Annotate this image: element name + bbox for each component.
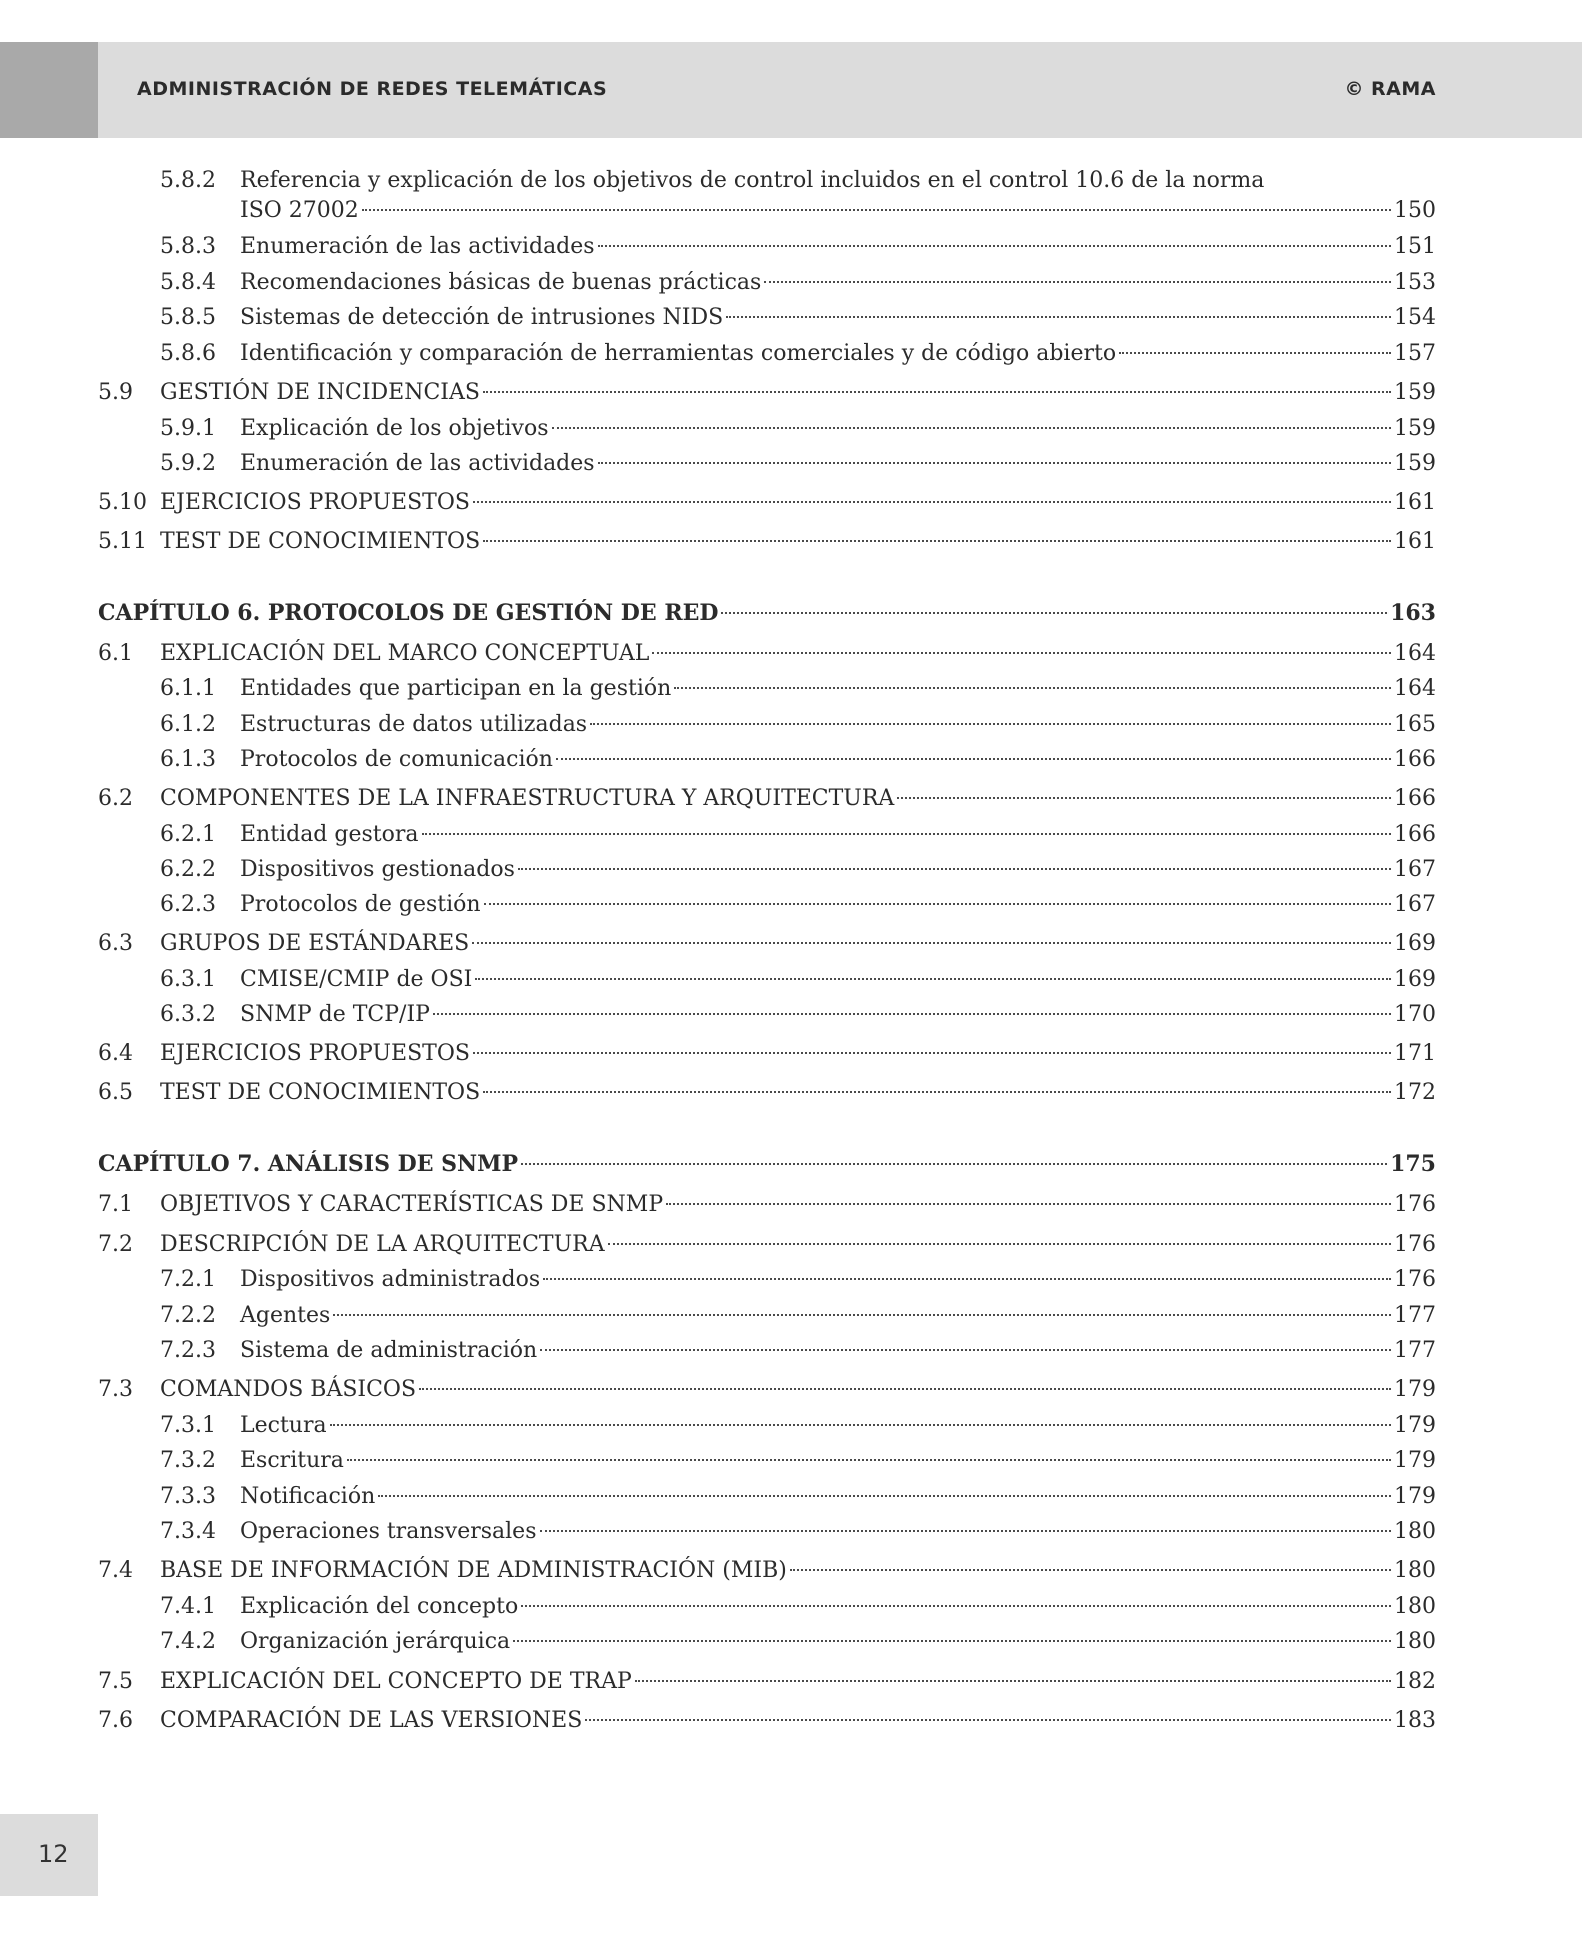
toc-leader-dots [552,427,1392,429]
toc-entry [98,929,1436,959]
toc-entry-title: Referencia y explicación de los objetivos de control incluidos en el control 10.6 de la norma [240,168,1265,193]
toc-entry-number: 6.2.3 [160,892,216,917]
toc-entry-title: Organización jerárquica [240,1629,511,1654]
toc-page-number: 157 [1394,341,1436,366]
running-header-publisher: © RAMA [1344,78,1436,100]
toc-entry [98,1375,1436,1405]
toc-entry-title: SNMP de TCP/IP [240,1002,430,1027]
toc-page-number: 170 [1394,1002,1436,1027]
toc-page-number: 179 [1394,1484,1436,1509]
toc-page-number: 177 [1394,1303,1436,1328]
toc-entry [160,1517,1436,1547]
toc-entry-title: TEST DE CONOCIMIENTOS [160,529,481,554]
toc-leader-dots [897,797,1391,799]
toc-entry [160,745,1436,775]
toc-page-number: 165 [1394,712,1436,737]
toc-entry-number: 7.3.1 [160,1413,216,1438]
toc-entry-title: DESCRIPCIÓN DE LA ARQUITECTURA [160,1232,605,1257]
toc-entry [160,674,1436,704]
toc-leader-dots [674,687,1391,689]
toc-page-number: 176 [1394,1232,1436,1257]
toc-entry [160,820,1436,850]
toc-page-number: 151 [1394,234,1436,259]
toc-entry-number: 6.4 [98,1041,133,1066]
toc-page-number: 172 [1394,1080,1436,1105]
toc-page-number: 169 [1394,967,1436,992]
toc-leader-dots [540,1349,1391,1351]
toc-entry-number: 7.2.2 [160,1303,216,1328]
toc-page-number: 183 [1394,1708,1436,1733]
toc-entry-title: Dispositivos administrados [240,1267,541,1292]
toc-page-number: 153 [1394,270,1436,295]
toc-page-number: 150 [1394,198,1436,223]
toc-entry-title-continued: ISO 27002 [240,198,359,223]
toc-entry-number: 7.3.4 [160,1519,216,1544]
toc-entry [160,268,1436,298]
toc-entry [98,1667,1436,1697]
toc-entry-title: COMPONENTES DE LA INFRAESTRUCTURA Y ARQUITECTURA [160,786,895,811]
toc-entry [160,303,1436,333]
toc-page-number: 180 [1394,1558,1436,1583]
toc-entry [98,639,1436,669]
toc-leader-dots [333,1314,1391,1316]
toc-page-number: 166 [1394,822,1436,847]
toc-leader-dots [483,540,1391,542]
toc-page-number: 167 [1394,892,1436,917]
toc-leader-dots [419,1388,1391,1390]
toc-page-number: 159 [1394,416,1436,441]
toc-entry-title: Sistema de administración [240,1338,538,1363]
toc-leader-dots [378,1495,1391,1497]
toc-leader-dots [598,462,1391,464]
toc-page-number: 166 [1394,747,1436,772]
toc-entry [160,1592,1436,1622]
toc-leader-dots [521,1605,1391,1607]
toc-page-number: 175 [1390,1151,1436,1177]
toc-entry-number: 5.10 [98,490,147,515]
toc-page-number: 180 [1394,1519,1436,1544]
toc-leader-dots [721,612,1387,614]
toc-entry [98,378,1436,408]
toc-entry [160,965,1436,995]
toc-entry-title: Entidad gestora [240,822,419,847]
toc-entry [160,1446,1436,1476]
toc-entry [98,784,1436,814]
toc-entry-title: Estructuras de datos utilizadas [240,712,588,737]
toc-leader-dots [790,1569,1391,1571]
toc-leader-dots [473,501,1391,503]
toc-entry-title: EXPLICACIÓN DEL MARCO CONCEPTUAL [160,641,650,666]
toc-leader-dots [518,868,1391,870]
toc-leader-dots [483,391,1391,393]
toc-entry-title: CMISE/CMIP de OSI [240,967,473,992]
toc-page-number: 180 [1394,1629,1436,1654]
toc-page-number: 159 [1394,451,1436,476]
toc-entry-title: Protocolos de gestión [240,892,481,917]
toc-page-number: 177 [1394,1338,1436,1363]
toc-entry [160,1000,1436,1030]
toc-leader-dots [556,758,1391,760]
toc-entry [160,414,1436,444]
toc-chapter-title: CAPÍTULO 7. ANÁLISIS DE SNMP [98,1151,519,1177]
toc-entry-title: OBJETIVOS Y CARACTERÍSTICAS DE SNMP [160,1192,664,1217]
toc-page-number: 159 [1394,380,1436,405]
toc-entry-title: GRUPOS DE ESTÁNDARES [160,931,470,956]
toc-entry-number: 6.3.2 [160,1002,216,1027]
toc-entry-number: 7.2.1 [160,1267,216,1292]
toc-entry-title: Dispositivos gestionados [240,857,515,882]
toc-page-number: 164 [1394,676,1436,701]
toc-entry-number: 6.1.2 [160,712,216,737]
toc-entry-number: 6.1.1 [160,676,216,701]
toc-entry-number: 7.4.1 [160,1594,216,1619]
toc-entry-number: 7.2 [98,1232,133,1257]
toc-page-number: 176 [1394,1267,1436,1292]
toc-entry-first-line [160,166,1436,196]
toc-entry-title: COMANDOS BÁSICOS [160,1377,417,1402]
toc-leader-dots [521,1163,1387,1165]
toc-entry [98,1078,1436,1108]
toc-page-number: 166 [1394,786,1436,811]
toc-leader-dots [483,1091,1391,1093]
toc-entry [160,1265,1436,1295]
header-tab-block [0,42,98,138]
toc-leader-dots [764,281,1391,283]
toc-entry-number: 5.8.5 [160,305,216,330]
toc-entry-title: EXPLICACIÓN DEL CONCEPTO DE TRAP [160,1669,632,1694]
toc-page-number: 179 [1394,1448,1436,1473]
page-number: 12 [38,1840,69,1868]
toc-entry-number: 6.1 [98,641,133,666]
toc-entry-title: Notificación [240,1484,376,1509]
toc-entry-number: 6.2.2 [160,857,216,882]
toc-chapter-entry [98,598,1436,628]
toc-leader-dots [598,245,1391,247]
toc-entry-title: GESTIÓN DE INCIDENCIAS [160,380,480,405]
toc-leader-dots [484,903,1391,905]
toc-leader-dots [475,978,1391,980]
toc-entry-number: 7.1 [98,1192,133,1217]
toc-entry-title: Lectura [240,1413,327,1438]
toc-entry-title: Entidades que participan en la gestión [240,676,672,701]
toc-entry-number: 5.8.4 [160,270,216,295]
toc-entry-number: 5.8.2 [160,168,216,193]
toc-entry-title: EJERCICIOS PROPUESTOS [160,490,470,515]
toc-page-number: 182 [1394,1669,1436,1694]
toc-entry-number: 7.6 [98,1708,133,1733]
toc-entry-title: Recomendaciones básicas de buenas prácticas [240,270,762,295]
toc-chapter-entry [98,1149,1436,1179]
toc-entry-number: 5.9.1 [160,416,216,441]
toc-entry-number: 6.3.1 [160,967,216,992]
toc-entry-number: 7.3.2 [160,1448,216,1473]
toc-entry-title: Operaciones transversales [240,1519,537,1544]
toc-entry [98,1556,1436,1586]
toc-page-number: 169 [1394,931,1436,956]
toc-page-number: 179 [1394,1377,1436,1402]
toc-entry [160,1336,1436,1366]
running-header-title: ADMINISTRACIÓN DE REDES TELEMÁTICAS [137,78,608,100]
toc-entry-title: Enumeración de las actividades [240,234,595,259]
toc-entry [160,1411,1436,1441]
toc-entry [160,232,1436,262]
toc-entry-number: 7.5 [98,1669,133,1694]
toc-leader-dots [330,1424,1391,1426]
toc-entry [160,890,1436,920]
toc-entry [160,1482,1436,1512]
toc-leader-dots [666,1203,1391,1205]
toc-entry-title: Protocolos de comunicación [240,747,553,772]
toc-entry-number: 6.3 [98,931,133,956]
toc-entry [160,1301,1436,1331]
toc-leader-dots [472,942,1391,944]
toc-entry [98,527,1436,557]
toc-leader-dots [543,1278,1391,1280]
toc-leader-dots [513,1640,1391,1642]
toc-leader-dots [422,833,1392,835]
toc-leader-dots [473,1052,1391,1054]
toc-entry-number: 6.2 [98,786,133,811]
toc-entry-title: Explicación del concepto [240,1594,519,1619]
toc-leader-dots [608,1243,1391,1245]
toc-entry-number: 7.4.2 [160,1629,216,1654]
toc-entry-number: 7.3 [98,1377,133,1402]
toc-entry-number: 5.9 [98,380,133,405]
toc-entry [98,1706,1436,1736]
toc-leader-dots [362,209,1391,211]
toc-leader-dots [585,1719,1391,1721]
toc-entry-number: 5.8.3 [160,234,216,259]
toc-entry-title: Sistemas de detección de intrusiones NIDS [240,305,724,330]
toc-chapter-title: CAPÍTULO 6. PROTOCOLOS DE GESTIÓN DE RED [98,600,719,626]
toc-entry [160,710,1436,740]
toc-entry-number: 6.1.3 [160,747,216,772]
toc-entry [98,1230,1436,1260]
toc-leader-dots [347,1459,1391,1461]
toc-page-number: 161 [1394,490,1436,515]
toc-page-number: 163 [1390,600,1436,626]
toc-entry [98,488,1436,518]
toc-page-number: 171 [1394,1041,1436,1066]
toc-entry-title: Enumeración de las actividades [240,451,595,476]
toc-entry-number: 5.8.6 [160,341,216,366]
toc-entry [98,1190,1436,1220]
toc-entry-title: TEST DE CONOCIMIENTOS [160,1080,481,1105]
toc-entry-title: EJERCICIOS PROPUESTOS [160,1041,470,1066]
toc-page-number: 180 [1394,1594,1436,1619]
toc-entry-number: 5.11 [98,529,147,554]
toc-leader-dots [652,652,1391,654]
toc-entry [160,449,1436,479]
toc-leader-dots [540,1530,1392,1532]
toc-entry-number: 6.5 [98,1080,133,1105]
toc-leader-dots [635,1680,1391,1682]
toc-entry-number: 6.2.1 [160,822,216,847]
toc-page-number: 161 [1394,529,1436,554]
toc-entry-number: 7.3.3 [160,1484,216,1509]
toc-entry-number: 7.2.3 [160,1338,216,1363]
toc-page-number: 176 [1394,1192,1436,1217]
toc-entry-title: COMPARACIÓN DE LAS VERSIONES [160,1708,583,1733]
toc-entry-title: Escritura [240,1448,344,1473]
toc-page-number: 154 [1394,305,1436,330]
toc-entry [160,339,1436,369]
toc-leader-dots [1119,352,1391,354]
toc-leader-dots [726,316,1391,318]
toc-entry [160,1627,1436,1657]
toc-entry-title: Agentes [240,1303,331,1328]
toc-page-number: 164 [1394,641,1436,666]
toc-entry [160,855,1436,885]
toc-entry-title: Identificación y comparación de herramientas comerciales y de código abierto [240,341,1117,366]
toc-leader-dots [433,1013,1391,1015]
toc-entry [98,1039,1436,1069]
toc-entry [240,196,1436,226]
toc-page-number: 167 [1394,857,1436,882]
toc-page-number: 179 [1394,1413,1436,1438]
toc-entry-title: Explicación de los objetivos [240,416,549,441]
toc-leader-dots [590,723,1391,725]
toc-entry-number: 7.4 [98,1558,133,1583]
toc-entry-title: BASE DE INFORMACIÓN DE ADMINISTRACIÓN (MIB) [160,1558,787,1583]
toc-entry-number: 5.9.2 [160,451,216,476]
